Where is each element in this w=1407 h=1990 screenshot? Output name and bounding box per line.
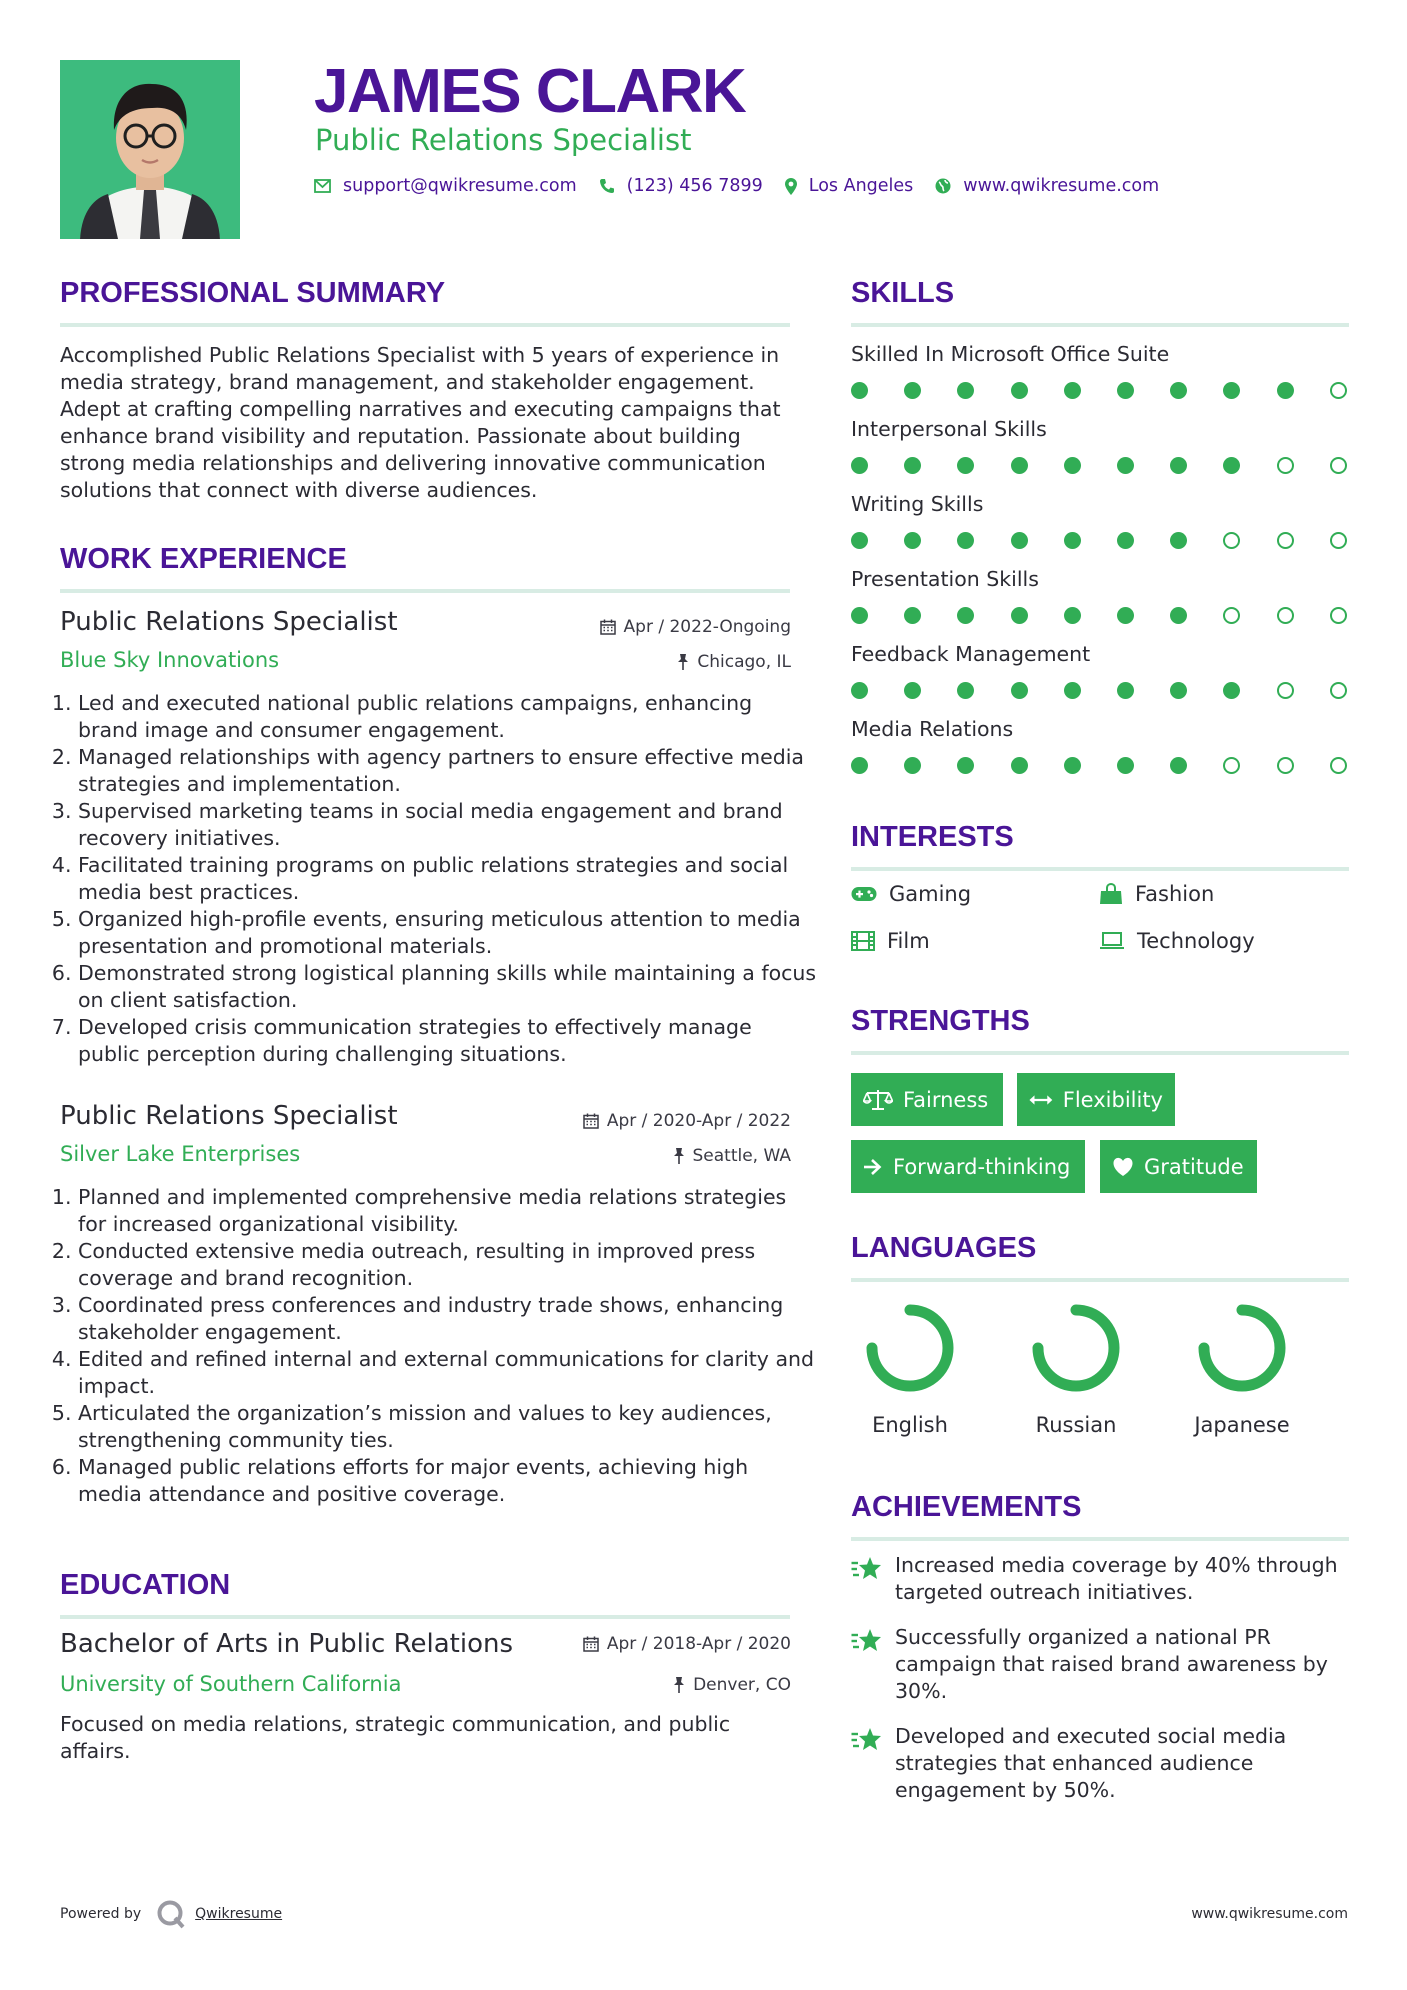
contact-location bbox=[785, 176, 914, 196]
language-japanese-label: Japanese bbox=[1194, 1413, 1290, 1437]
skill-dot-filled bbox=[1011, 457, 1028, 474]
pushpin-icon bbox=[677, 654, 689, 670]
laptop-icon bbox=[1099, 932, 1125, 950]
skill-dot-empty bbox=[1330, 682, 1347, 699]
skill-dot-filled bbox=[1064, 382, 1081, 399]
skill-dot-filled bbox=[904, 682, 921, 699]
strength-tag-fairness bbox=[851, 1073, 1003, 1126]
achievements-rule bbox=[851, 1537, 1349, 1541]
interest-technology bbox=[1099, 929, 1255, 953]
skill-dot-filled bbox=[1117, 682, 1134, 699]
skill-rating bbox=[851, 532, 1351, 552]
achievements-heading: ACHIEVEMENTS bbox=[851, 1491, 1082, 1523]
skill-dot-filled bbox=[957, 607, 974, 624]
strengths-rule bbox=[851, 1051, 1349, 1055]
interest-film bbox=[851, 929, 930, 953]
skill-dot-empty bbox=[1330, 607, 1347, 624]
skill-dot-filled bbox=[851, 757, 868, 774]
skill-dot-filled bbox=[1117, 382, 1134, 399]
education-section bbox=[60, 1567, 790, 1619]
language-ring-arc bbox=[1204, 1310, 1280, 1386]
education-location bbox=[673, 1675, 791, 1695]
job-1-duty-4: 4. Facilitated training programs on public relations strategies and social media best practices. bbox=[78, 852, 818, 906]
strength-label-forward-thinking: Forward-thinking bbox=[893, 1154, 1071, 1179]
strength-tag-flexibility bbox=[1017, 1073, 1175, 1126]
skill-dot-filled bbox=[1064, 757, 1081, 774]
skills-heading: SKILLS bbox=[851, 277, 955, 309]
skill-name: Interpersonal Skills bbox=[851, 417, 1047, 441]
language-ring-arc bbox=[872, 1310, 948, 1386]
interest-film-label: Film bbox=[887, 929, 930, 953]
job-1-duty-2: 2. Managed relationships with agency partners to ensure effective media strategies and implementation. bbox=[78, 744, 818, 798]
languages-rule bbox=[851, 1278, 1349, 1282]
job-1-date bbox=[600, 617, 791, 637]
job-2-date-text: Apr / 2020-Apr / 2022 bbox=[606, 1111, 791, 1131]
map-pin-icon bbox=[785, 178, 797, 195]
skill-dot-filled bbox=[1011, 382, 1028, 399]
skill-dot-filled bbox=[957, 457, 974, 474]
strengths-section bbox=[851, 1003, 1349, 1055]
education-degree: Bachelor of Arts in Public Relations bbox=[60, 1629, 514, 1659]
skill-dot-filled bbox=[851, 532, 868, 549]
summary-heading: PROFESSIONAL SUMMARY bbox=[60, 277, 446, 309]
skill-dot-empty bbox=[1223, 532, 1240, 549]
achievement-star-icon bbox=[851, 1723, 895, 1804]
experience-heading: WORK EXPERIENCE bbox=[60, 543, 347, 575]
footer-powered-by bbox=[60, 1898, 282, 1930]
interest-gaming-label: Gaming bbox=[889, 882, 972, 906]
skill-dot-empty bbox=[1330, 457, 1347, 474]
skill-rating bbox=[851, 457, 1351, 477]
interests-section bbox=[851, 819, 1349, 871]
job-1-duty-1: 1. Led and executed national public relations campaigns, enhancing brand image and consumer engagement. bbox=[78, 690, 818, 744]
skill-rating bbox=[851, 757, 1351, 777]
job-1-company: Blue Sky Innovations bbox=[60, 648, 280, 672]
skill-dot-filled bbox=[1170, 757, 1187, 774]
calendar-icon bbox=[583, 1636, 599, 1652]
arrow-right-icon bbox=[863, 1158, 883, 1176]
job-1-duties bbox=[60, 690, 818, 1068]
skill-name: Feedback Management bbox=[851, 642, 1091, 666]
skill-dot-filled bbox=[957, 682, 974, 699]
interest-technology-label: Technology bbox=[1137, 929, 1255, 953]
skill-dot-filled bbox=[1064, 457, 1081, 474]
languages-heading: LANGUAGES bbox=[851, 1232, 1037, 1264]
job-1-duty-7: 7. Developed crisis communication strategies to effectively manage public perception during challenging situations. bbox=[78, 1014, 818, 1068]
strength-tag-gratitude bbox=[1100, 1140, 1257, 1193]
language-ring-arc bbox=[1038, 1310, 1114, 1386]
strength-label-fairness: Fairness bbox=[903, 1087, 989, 1112]
job-2-duty-6: 6. Managed public relations efforts for major events, achieving high media attendance and positive coverage. bbox=[78, 1454, 818, 1508]
film-icon bbox=[851, 931, 875, 951]
skill-dot-empty bbox=[1277, 757, 1294, 774]
skill-dot-filled bbox=[1170, 382, 1187, 399]
skill-dot-filled bbox=[1170, 682, 1187, 699]
skill-rating bbox=[851, 682, 1351, 702]
job-2-location bbox=[673, 1146, 792, 1166]
skill-dot-empty bbox=[1223, 757, 1240, 774]
language-ring bbox=[1194, 1300, 1290, 1396]
summary-rule bbox=[60, 323, 790, 327]
strength-tag-forward-thinking bbox=[851, 1140, 1085, 1193]
interest-fashion-label: Fashion bbox=[1135, 882, 1215, 906]
skill-dot-filled bbox=[851, 607, 868, 624]
contact-email[interactable] bbox=[314, 176, 577, 196]
skill-dot-empty bbox=[1223, 607, 1240, 624]
experience-rule bbox=[60, 589, 790, 593]
profile-photo-illustration bbox=[60, 60, 240, 239]
skill-dot-filled bbox=[1064, 607, 1081, 624]
education-date-text: Apr / 2018-Apr / 2020 bbox=[606, 1634, 791, 1654]
contact-bar bbox=[314, 176, 1181, 196]
education-location-text: Denver, CO bbox=[693, 1675, 791, 1695]
skill-dot-filled bbox=[904, 382, 921, 399]
language-english-label: English bbox=[872, 1413, 948, 1437]
footer-brand-link[interactable]: Qwikresume bbox=[195, 1906, 283, 1922]
contact-email-text: support@qwikresume.com bbox=[343, 176, 577, 196]
job-1-location-text: Chicago, IL bbox=[697, 652, 791, 672]
education-heading: EDUCATION bbox=[60, 1569, 231, 1601]
skill-dot-filled bbox=[851, 457, 868, 474]
strength-label-gratitude: Gratitude bbox=[1144, 1154, 1244, 1179]
skill-dot-filled bbox=[1223, 382, 1240, 399]
skills-section bbox=[851, 275, 1349, 327]
skill-dot-filled bbox=[957, 382, 974, 399]
shooting-star-icon bbox=[851, 1726, 883, 1752]
strengths-heading: STRENGTHS bbox=[851, 1005, 1030, 1037]
candidate-name: JAMES CLARK bbox=[314, 57, 746, 126]
skill-dot-empty bbox=[1277, 457, 1294, 474]
skill-dot-filled bbox=[1064, 682, 1081, 699]
shooting-star-icon bbox=[851, 1555, 883, 1581]
language-ring bbox=[862, 1300, 958, 1396]
job-2-title: Public Relations Specialist bbox=[60, 1101, 398, 1131]
qwikresume-logo-icon bbox=[155, 1898, 187, 1930]
job-2-duty-3: 3. Coordinated press conferences and industry trade shows, enhancing stakeholder engagement. bbox=[78, 1292, 818, 1346]
interests-heading: INTERESTS bbox=[851, 821, 1014, 853]
skill-dot-filled bbox=[1117, 607, 1134, 624]
languages-section bbox=[851, 1230, 1349, 1282]
skills-rule bbox=[851, 323, 1349, 327]
skill-dot-filled bbox=[1117, 757, 1134, 774]
contact-website-text: www.qwikresume.com bbox=[963, 176, 1160, 196]
skill-name: Presentation Skills bbox=[851, 567, 1039, 591]
shopping-bag-icon bbox=[1099, 883, 1123, 905]
contact-phone[interactable] bbox=[599, 176, 763, 196]
skill-dot-filled bbox=[851, 682, 868, 699]
job-1-date-text: Apr / 2022-Ongoing bbox=[623, 617, 791, 637]
envelope-icon bbox=[314, 179, 331, 193]
skill-dot-filled bbox=[1011, 757, 1028, 774]
job-2-duty-4: 4. Edited and refined internal and external communications for clarity and impact. bbox=[78, 1346, 818, 1400]
globe-icon bbox=[935, 178, 951, 194]
skill-dot-filled bbox=[957, 757, 974, 774]
candidate-title: Public Relations Specialist bbox=[315, 123, 692, 157]
interest-fashion bbox=[1099, 882, 1214, 906]
skill-dot-empty bbox=[1277, 607, 1294, 624]
job-2-duties bbox=[60, 1184, 818, 1508]
skill-dot-filled bbox=[1117, 532, 1134, 549]
language-japanese-meter bbox=[1182, 1300, 1302, 1396]
footer-website[interactable]: www.qwikresume.com bbox=[1191, 1906, 1348, 1922]
job-2-company: Silver Lake Enterprises bbox=[60, 1142, 301, 1166]
skill-dot-filled bbox=[904, 532, 921, 549]
achievement-star-icon bbox=[851, 1552, 895, 1606]
skill-dot-filled bbox=[904, 607, 921, 624]
education-rule bbox=[60, 1615, 790, 1619]
job-2-duty-2: 2. Conducted extensive media outreach, resulting in improved press coverage and brand recognition. bbox=[78, 1238, 818, 1292]
skill-rating bbox=[851, 382, 1351, 402]
job-1-duty-6: 6. Demonstrated strong logistical planning skills while maintaining a focus on client satisfaction. bbox=[78, 960, 818, 1014]
job-1-duty-3: 3. Supervised marketing teams in social media engagement and brand recovery initiatives. bbox=[78, 798, 818, 852]
footer-powered-label: Powered by bbox=[60, 1906, 142, 1922]
arrows-horizontal-icon bbox=[1029, 1093, 1053, 1107]
achievement-text: Developed and executed social media strategies that enhanced audience engagement by 50%. bbox=[895, 1724, 1287, 1802]
contact-phone-text: (123) 456 7899 bbox=[626, 176, 763, 196]
skill-dot-filled bbox=[1011, 607, 1028, 624]
skill-dot-filled bbox=[1277, 382, 1294, 399]
profile-photo bbox=[60, 60, 240, 239]
shooting-star-icon bbox=[851, 1627, 883, 1653]
education-description: Focused on media relations, strategic communication, and public affairs. bbox=[60, 1712, 731, 1763]
skill-name: Media Relations bbox=[851, 717, 1014, 741]
experience-section bbox=[60, 541, 790, 593]
strength-label-flexibility: Flexibility bbox=[1062, 1087, 1163, 1112]
education-school: University of Southern California bbox=[60, 1672, 402, 1696]
skill-dot-filled bbox=[1011, 532, 1028, 549]
achievement-item bbox=[851, 1552, 1351, 1606]
calendar-icon bbox=[600, 619, 616, 635]
language-russian-meter bbox=[1016, 1300, 1136, 1396]
skill-dot-empty bbox=[1330, 532, 1347, 549]
phone-icon bbox=[599, 178, 615, 194]
skill-dot-filled bbox=[851, 382, 868, 399]
achievement-item bbox=[851, 1723, 1351, 1804]
language-russian-label: Russian bbox=[1035, 1413, 1117, 1437]
contact-website[interactable] bbox=[935, 176, 1159, 196]
skill-dot-filled bbox=[1223, 682, 1240, 699]
skill-dot-filled bbox=[1011, 682, 1028, 699]
achievement-item bbox=[851, 1624, 1351, 1705]
job-2-location-text: Seattle, WA bbox=[692, 1146, 791, 1166]
skill-dot-filled bbox=[1117, 457, 1134, 474]
skill-dot-empty bbox=[1330, 757, 1347, 774]
achievement-text: Increased media coverage by 40% through targeted outreach initiatives. bbox=[895, 1553, 1338, 1604]
job-2-duty-1: 1. Planned and implemented comprehensive media relations strategies for increased organizational visibility. bbox=[78, 1184, 818, 1238]
skill-name: Writing Skills bbox=[851, 492, 984, 516]
job-1-location bbox=[677, 652, 791, 672]
achievements-section bbox=[851, 1489, 1349, 1541]
language-english-meter bbox=[850, 1300, 970, 1396]
language-ring bbox=[1028, 1300, 1124, 1396]
skill-dot-filled bbox=[1170, 532, 1187, 549]
job-2-date bbox=[583, 1111, 791, 1131]
balance-scale-icon bbox=[863, 1089, 893, 1111]
summary-section bbox=[60, 275, 790, 327]
job-1-duty-5: 5. Organized high-profile events, ensuring meticulous attention to media presentation and promotional materials. bbox=[78, 906, 818, 960]
gamepad-icon bbox=[851, 886, 877, 902]
skill-dot-filled bbox=[1170, 457, 1187, 474]
pushpin-icon bbox=[673, 1148, 685, 1164]
skill-dot-filled bbox=[1223, 457, 1240, 474]
summary-text: Accomplished Public Relations Specialist with 5 years of experience in media strategy, brand management, and stakeholder engagement. Adept at crafting compelling narratives and executing campaigns that enhance brand visibility and reputation. Passionate about building strong media relationships and delivering innovative communication solutions that connect with diverse audiences. bbox=[60, 343, 781, 502]
calendar-icon bbox=[583, 1113, 599, 1129]
skill-dot-filled bbox=[904, 757, 921, 774]
achievement-star-icon bbox=[851, 1624, 895, 1705]
skill-rating bbox=[851, 607, 1351, 627]
contact-location-text: Los Angeles bbox=[808, 176, 914, 196]
skill-dot-empty bbox=[1277, 682, 1294, 699]
skill-dot-filled bbox=[904, 457, 921, 474]
job-1-title: Public Relations Specialist bbox=[60, 607, 398, 637]
skill-dot-empty bbox=[1330, 382, 1347, 399]
interests-rule bbox=[851, 867, 1349, 871]
skill-dot-empty bbox=[1277, 532, 1294, 549]
education-date bbox=[583, 1634, 791, 1654]
pushpin-icon bbox=[673, 1677, 685, 1693]
skill-dot-filled bbox=[1064, 532, 1081, 549]
skill-dot-filled bbox=[957, 532, 974, 549]
skill-dot-filled bbox=[1170, 607, 1187, 624]
heart-icon bbox=[1112, 1157, 1134, 1177]
interest-gaming bbox=[851, 882, 971, 906]
job-2-duty-5: 5. Articulated the organization’s mission and values to key audiences, strengthening community ties. bbox=[78, 1400, 818, 1454]
achievement-text: Successfully organized a national PR campaign that raised brand awareness by 30%. bbox=[895, 1625, 1328, 1703]
skill-name: Skilled In Microsoft Office Suite bbox=[851, 342, 1170, 366]
